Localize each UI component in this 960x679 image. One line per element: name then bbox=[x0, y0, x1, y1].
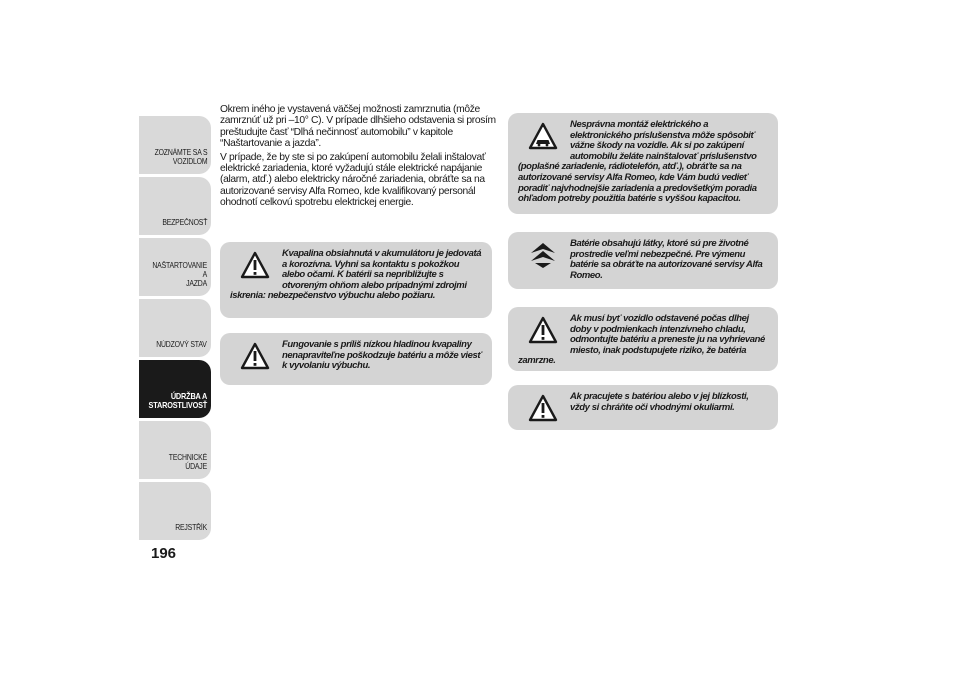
warning-text: Kvapalina obsiahnutá v akumulátoru je jedovatá a korozívna. Vyhni sa kontaktu s pokožkou alebo očami. K batérii sa nepribližujte s otvoreným ohňom alebo prípadnými zdrojmi iskrenia: nebezpečenstvo výbuchu alebo požiaru. bbox=[230, 248, 482, 302]
body-text bbox=[220, 104, 502, 211]
warning-text: Ak pracujete s batériou alebo v jej blízkosti, vždy si chráňte oči vhodnými okuliarmi. bbox=[570, 391, 749, 413]
warning-text: Fungovanie s príliš nízkou hladinou kvapaliny nenapraviteľne poškodzuje batériu a môže viesť k vyvolaniu výbuchu. bbox=[282, 339, 482, 372]
tab-label: REJSTŘÍK bbox=[175, 523, 207, 532]
tab-label: NÚDZOVÝ STAV bbox=[156, 340, 207, 349]
warning-box bbox=[508, 307, 778, 371]
chapter-tabs bbox=[139, 116, 211, 543]
tab-technicke-udaje[interactable] bbox=[139, 421, 211, 479]
warning-box bbox=[220, 242, 492, 318]
warning-box bbox=[508, 385, 778, 430]
car-caution-icon bbox=[528, 122, 562, 152]
warning-box bbox=[220, 333, 492, 385]
tab-nastartovanie[interactable] bbox=[139, 238, 211, 296]
warning-text: Ak musí byť vozidlo odstavené počas dlhej doby v podmienkach intenzívneho chladu, odmontujte batériu a preneste ju na vyhrievané miesto, inak podstupujete riziko, že batéria zamrzne. bbox=[518, 313, 765, 367]
caution-box bbox=[508, 113, 778, 214]
paragraph: V prípade, že by ste si po zakúpení automobilu želali inštalovať elektrické zariadenia, ktoré vyžadujú stále elektrické napájanie (alarm, atď.) alebo elektricky náročné zariadenia, obráťte sa na autorizované servisy Alfa Romeo, kde kvalifikovaný personál ohodnotí celkovú spotrebu elektrickej energie. bbox=[220, 151, 486, 209]
tab-rejstrik[interactable] bbox=[139, 482, 211, 540]
warning-triangle-icon bbox=[240, 342, 274, 372]
environment-arrows-icon bbox=[528, 241, 562, 271]
page-number: 196 bbox=[151, 545, 177, 562]
environment-box bbox=[508, 232, 778, 289]
tab-label: TECHNICKÉ ÚDAJE bbox=[168, 453, 207, 471]
environment-text: Batérie obsahujú látky, ktoré sú pre životné prostredie veľmi nebezpečné. Pre výmenu batérie sa obráťte na autorizované servisy Alfa Romeo. bbox=[570, 238, 763, 281]
tab-zoznamte-sa[interactable] bbox=[139, 116, 211, 174]
tab-label: NAŠTARTOVANIE A JAZDA bbox=[152, 261, 207, 288]
tab-udrzba[interactable] bbox=[139, 360, 211, 418]
tab-label: BEZPEČNOSŤ bbox=[162, 218, 207, 227]
warning-triangle-icon bbox=[528, 394, 562, 424]
tab-bezpecnost[interactable] bbox=[139, 177, 211, 235]
warning-triangle-icon bbox=[240, 251, 274, 281]
paragraph: Okrem iného je vystavená väčšej možnosti zamrznutia (môže zamrznúť už pri –10° C). V prípade dlhšieho odstavenia si prosím preštudujte časť “Dlhá nečinnosť automobilu” v kapitole “Naštartovanie a jazda”. bbox=[220, 104, 496, 150]
caution-text: Nesprávna montáž elektrického a elektronického príslušenstva môže spôsobiť vážne škody na vozidle. Ak si po zakúpení automobilu želáte nainštalovať príslušenstvo (poplašné zariadenie, rádiotelefón, atď.), obráťte sa na autorizované servisy Alfa Romeo, kde Vám budú vedieť poradiť najvhodnejšie zariadenia a predovšetkým poradia ohľadom potreby použitia batérie s vyššou kapacitou. bbox=[518, 119, 757, 205]
warning-triangle-icon bbox=[528, 316, 562, 346]
tab-label: ÚDRŽBA A STAROSTLIVOSŤ bbox=[148, 391, 207, 410]
tab-nudzovy-stav[interactable] bbox=[139, 299, 211, 357]
tab-label: ZOZNÁMTE SA S VOZIDLOM bbox=[154, 148, 207, 166]
